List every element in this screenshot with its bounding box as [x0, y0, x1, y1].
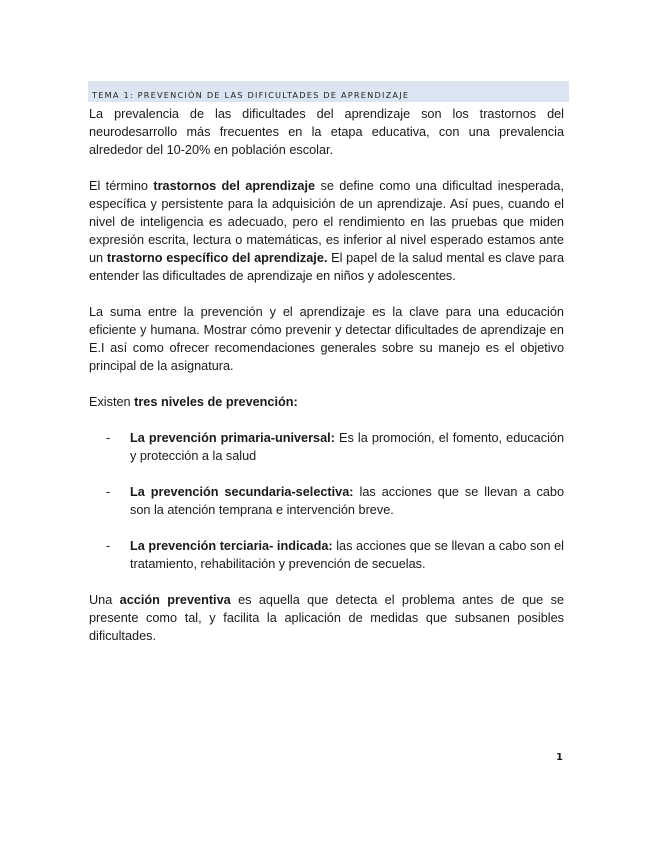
- list-item-term: La prevención secundaria-selectiva:: [130, 485, 354, 499]
- paragraph-preventive-action: [89, 591, 564, 645]
- section-header: [88, 81, 569, 102]
- bold-term: trastorno específico del aprendizaje.: [106, 251, 328, 265]
- paragraph-prevalence: La prevalencia de las dificultades del aprendizaje son los trastornos del neurodesarrollo más frecuentes en la etapa educativa, con una prevalencia alrededor del 10-20% en población escolar.: [89, 107, 564, 157]
- paragraph-levels-intro: [89, 393, 564, 411]
- dash-bullet: -: [106, 539, 111, 553]
- list-item-text: Es la promoción, el fomento, educación y protección a la salud: [130, 431, 565, 463]
- text-run: es aquella que detecta el problema antes de que se presente como tal, y facilita la aplicación de medidas que subsanen posibles dificultades.: [89, 593, 565, 643]
- text-run: El papel de la salud mental es clave para entender las dificultades de aprendizaje en niños y adolescentes.: [89, 251, 564, 283]
- bold-term: trastornos del aprendizaje: [153, 179, 316, 193]
- paragraph-objective: La suma entre la prevención y el aprendizaje es la clave para una educación eficiente y humana. Mostrar cómo prevenir y detectar dificultades de aprendizaje en E.I así como ofrecer recomendaciones generales sobre su manejo es el objetivo principal de la asignatura.: [89, 305, 564, 373]
- list-item-term: La prevención primaria-universal:: [130, 431, 335, 445]
- list-item-text: las acciones que se llevan a cabo son la atención temprana e intervención breve.: [130, 485, 564, 517]
- list-item: [89, 483, 564, 519]
- dash-bullet: -: [106, 431, 111, 445]
- text-run: Una: [89, 593, 120, 607]
- list-item-text: las acciones que se llevan a cabo son el tratamiento, rehabilitación y prevención de secuelas.: [130, 539, 564, 571]
- bold-term: tres niveles de prevención:: [134, 395, 298, 409]
- list-item: [89, 537, 564, 573]
- prevention-levels-list: [89, 429, 564, 573]
- document-body: [89, 105, 564, 663]
- paragraph-definition: [89, 177, 564, 285]
- dash-bullet: -: [106, 485, 111, 499]
- text-run: Existen: [89, 395, 135, 409]
- section-title: TEMA 1: PREVENCIÓN DE LAS DIFICULTADES DE APRENDIZAJE: [92, 90, 410, 100]
- text-run: se define como una dificultad inesperada, específica y persistente para la adquisición de un aprendizaje. Así pues, cuando el nivel de inteligencia es adecuado, pero el rendimiento en las pruebas que miden expresión escrita, lectura o matemáticas, es inferior al nivel esperado estamos ante un: [89, 179, 565, 265]
- list-item: [89, 429, 564, 465]
- list-item-term: La prevención terciaria- indicada:: [130, 539, 333, 553]
- page-number: 1: [556, 752, 563, 763]
- text-run: El término: [89, 179, 154, 193]
- bold-term: acción preventiva: [119, 593, 231, 607]
